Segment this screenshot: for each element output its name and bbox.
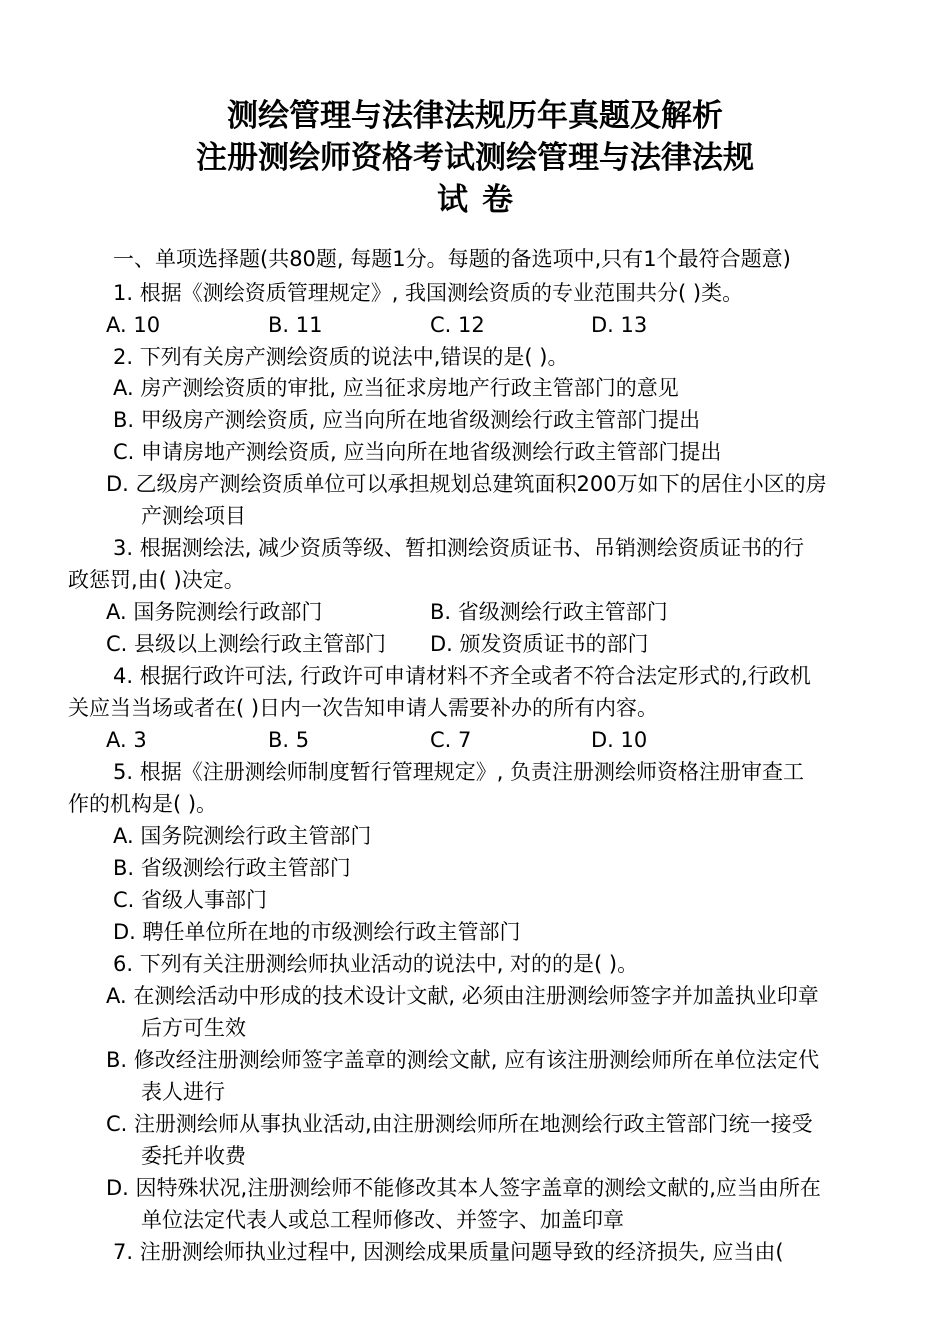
- question-6-option-a-cont: 后方可生效: [141, 1016, 246, 1040]
- question-6-option-b-cont: 表人进行: [141, 1080, 225, 1104]
- question-4-stem: 4. 根据行政许可法, 行政许可申请材料不齐全或者不符合法定形式的,行政机: [113, 664, 811, 688]
- question-6-option-c: C. 注册测绘师从事执业活动,由注册测绘师所在地测绘行政主管部门统一接受: [106, 1112, 813, 1136]
- section-heading: 一、单项选择题(共80题, 每题1分。每题的备选项中,只有1个最符合题意): [113, 247, 791, 271]
- question-2-option-b: B. 甲级房产测绘资质, 应当向所在地省级测绘行政主管部门提出: [113, 408, 701, 432]
- question-3-option-d: D. 颁发资质证书的部门: [430, 632, 649, 656]
- question-1-stem: 1. 根据《测绘资质管理规定》, 我国测绘资质的专业范围共分( )类。: [113, 281, 744, 305]
- question-5-option-c: C. 省级人事部门: [113, 888, 268, 912]
- question-6-option-a: A. 在测绘活动中形成的技术设计文献, 必须由注册测绘师签字并加盖执业印章: [106, 984, 819, 1008]
- question-7-stem: 7. 注册测绘师执业过程中, 因测绘成果质量问题导致的经济损失, 应当由(: [113, 1240, 784, 1264]
- question-6-option-d-cont: 单位法定代表人或总工程师修改、并签字、加盖印章: [141, 1208, 624, 1232]
- question-6-option-c-cont: 委托并收费: [141, 1144, 246, 1168]
- question-1-option-a: A. 10: [106, 313, 161, 337]
- question-2-option-d: D. 乙级房产测绘资质单位可以承担规划总建筑面积200万如下的居住小区的房: [106, 472, 827, 496]
- question-4-stem-cont: 关应当当场或者在( )日内一次告知申请人需要补办的所有内容。: [68, 696, 659, 720]
- question-5-stem-cont: 作的机构是( )。: [68, 792, 218, 816]
- document-heading: 试卷: [437, 182, 527, 218]
- question-3-option-a: A. 国务院测绘行政部门: [106, 600, 323, 624]
- question-3-stem: 3. 根据测绘法, 减少资质等级、暂扣测绘资质证书、吊销测绘资质证书的行: [113, 536, 805, 560]
- question-5-option-a: A. 国务院测绘行政主管部门: [113, 824, 372, 848]
- question-3-option-c: C. 县级以上测绘行政主管部门: [106, 632, 387, 656]
- question-4-option-d: D. 10: [591, 728, 648, 752]
- question-5-stem: 5. 根据《注册测绘师制度暂行管理规定》, 负责注册测绘师资格注册审查工: [113, 760, 805, 784]
- question-4-option-a: A. 3: [106, 728, 147, 752]
- question-3-option-b: B. 省级测绘行政主管部门: [430, 600, 668, 624]
- document-title: 测绘管理与法律法规历年真题及解析: [227, 98, 723, 134]
- question-6-stem: 6. 下列有关注册测绘师执业活动的说法中, 对的的是( )。: [113, 952, 639, 976]
- question-2-option-c: C. 申请房地产测绘资质, 应当向所在地省级测绘行政主管部门提出: [113, 440, 722, 464]
- question-5-option-d: D. 聘任单位所在地的市级测绘行政主管部门: [113, 920, 521, 944]
- question-4-option-b: B. 5: [268, 728, 310, 752]
- question-1-option-b: B. 11: [268, 313, 323, 337]
- question-6-option-d: D. 因特殊状况,注册测绘师不能修改其本人签字盖章的测绘文献的,应当由所在: [106, 1176, 821, 1200]
- question-1-option-d: D. 13: [591, 313, 648, 337]
- question-4-option-c: C. 7: [430, 728, 472, 752]
- question-6-option-b: B. 修改经注册测绘师签字盖章的测绘文献, 应有该注册测绘师所在单位法定代: [106, 1048, 820, 1072]
- question-2-option-a: A. 房产测绘资质的审批, 应当征求房地产行政主管部门的意见: [113, 376, 679, 400]
- question-3-stem-cont: 政惩罚,由( )决定。: [68, 568, 245, 592]
- document-subtitle: 注册测绘师资格考试测绘管理与法律法规: [196, 140, 754, 176]
- question-1-option-c: C. 12: [430, 313, 485, 337]
- question-5-option-b: B. 省级测绘行政主管部门: [113, 856, 351, 880]
- question-2-option-d-cont: 产测绘项目: [141, 504, 246, 528]
- question-2-stem: 2. 下列有关房产测绘资质的说法中,错误的是( )。: [113, 345, 569, 369]
